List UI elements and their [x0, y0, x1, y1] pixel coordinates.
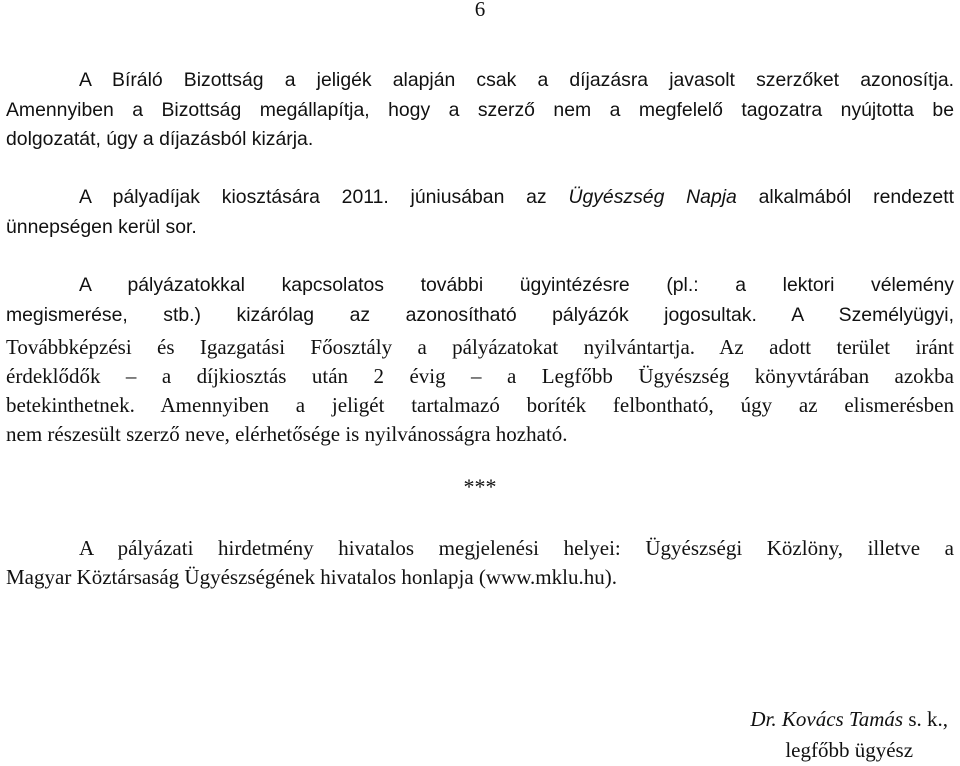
signature-name-line: [750, 704, 948, 735]
paragraph-line: nem részesült szerző neve, elérhetősége is nyilvánosságra hozható.: [6, 422, 568, 446]
signatory-name: Dr. Kovács Tamás: [750, 707, 904, 731]
paragraph-line: [6, 183, 954, 213]
paragraph-line: A pályázati hirdetmény hivatalos megjelenési helyei: Ügyészségi Közlöny, illetve a: [79, 536, 954, 560]
paragraph-line: megismerése, stb.) kizárólag az azonosítható pályázók jogosultak. A Személyügyi,: [6, 304, 954, 326]
signature-block: [750, 704, 948, 766]
section-separator: ***: [463, 474, 497, 499]
paragraph-line: Továbbképzési és Igazgatási Főosztály a pályázatokat nyilvántartja. Az adott terület iránt: [6, 335, 954, 359]
paragraph-line: érdeklődők – a díjkiosztás után 2 évig – a Legfőbb Ügyészség könyvtárában azokba: [6, 364, 954, 388]
paragraph-line: Magyar Köztársaság Ügyészségének hivatalos honlapja (www.mklu.hu).: [6, 565, 617, 589]
page-number: 6: [474, 0, 486, 21]
signatory-title: legfőbb ügyész: [785, 738, 914, 762]
paragraph-jury-identification: [6, 66, 954, 155]
paragraph-line: Amennyiben a Bizottság megállapítja, hogy a szerző nem a megfelelő tagozatra nyújtotta be: [6, 98, 954, 121]
paragraph-records: [6, 333, 954, 449]
paragraph-award-ceremony: [6, 183, 954, 242]
ceremony-text-before: A pályadíjak kiosztására 2011. júniusában az: [79, 186, 569, 208]
paragraph-line: dolgozatát, úgy a díjazásból kizárja.: [6, 128, 314, 150]
paragraph-line: A pályázatokkal kapcsolatos további ügyintézésre (pl.: a lektori vélemény: [79, 274, 954, 296]
paragraph-line: betekinthetnek. Amennyiben a jeligét tartalmazó boríték felbontható, úgy az elismerésben: [6, 393, 954, 417]
paragraph-publication: [6, 534, 954, 592]
ceremony-text-after: alkalmából rendezett: [736, 186, 954, 208]
signatory-suffix: s. k.,: [903, 707, 948, 731]
paragraph-administration: [6, 270, 954, 330]
paragraph-line: A Bíráló Bizottság a jeligék alapján csak a díjazásra javasolt szerzőket azonosítja.: [79, 69, 954, 91]
event-name: Ügyészség Napja: [568, 186, 737, 208]
paragraph-line: ünnepségen kerül sor.: [6, 215, 197, 238]
